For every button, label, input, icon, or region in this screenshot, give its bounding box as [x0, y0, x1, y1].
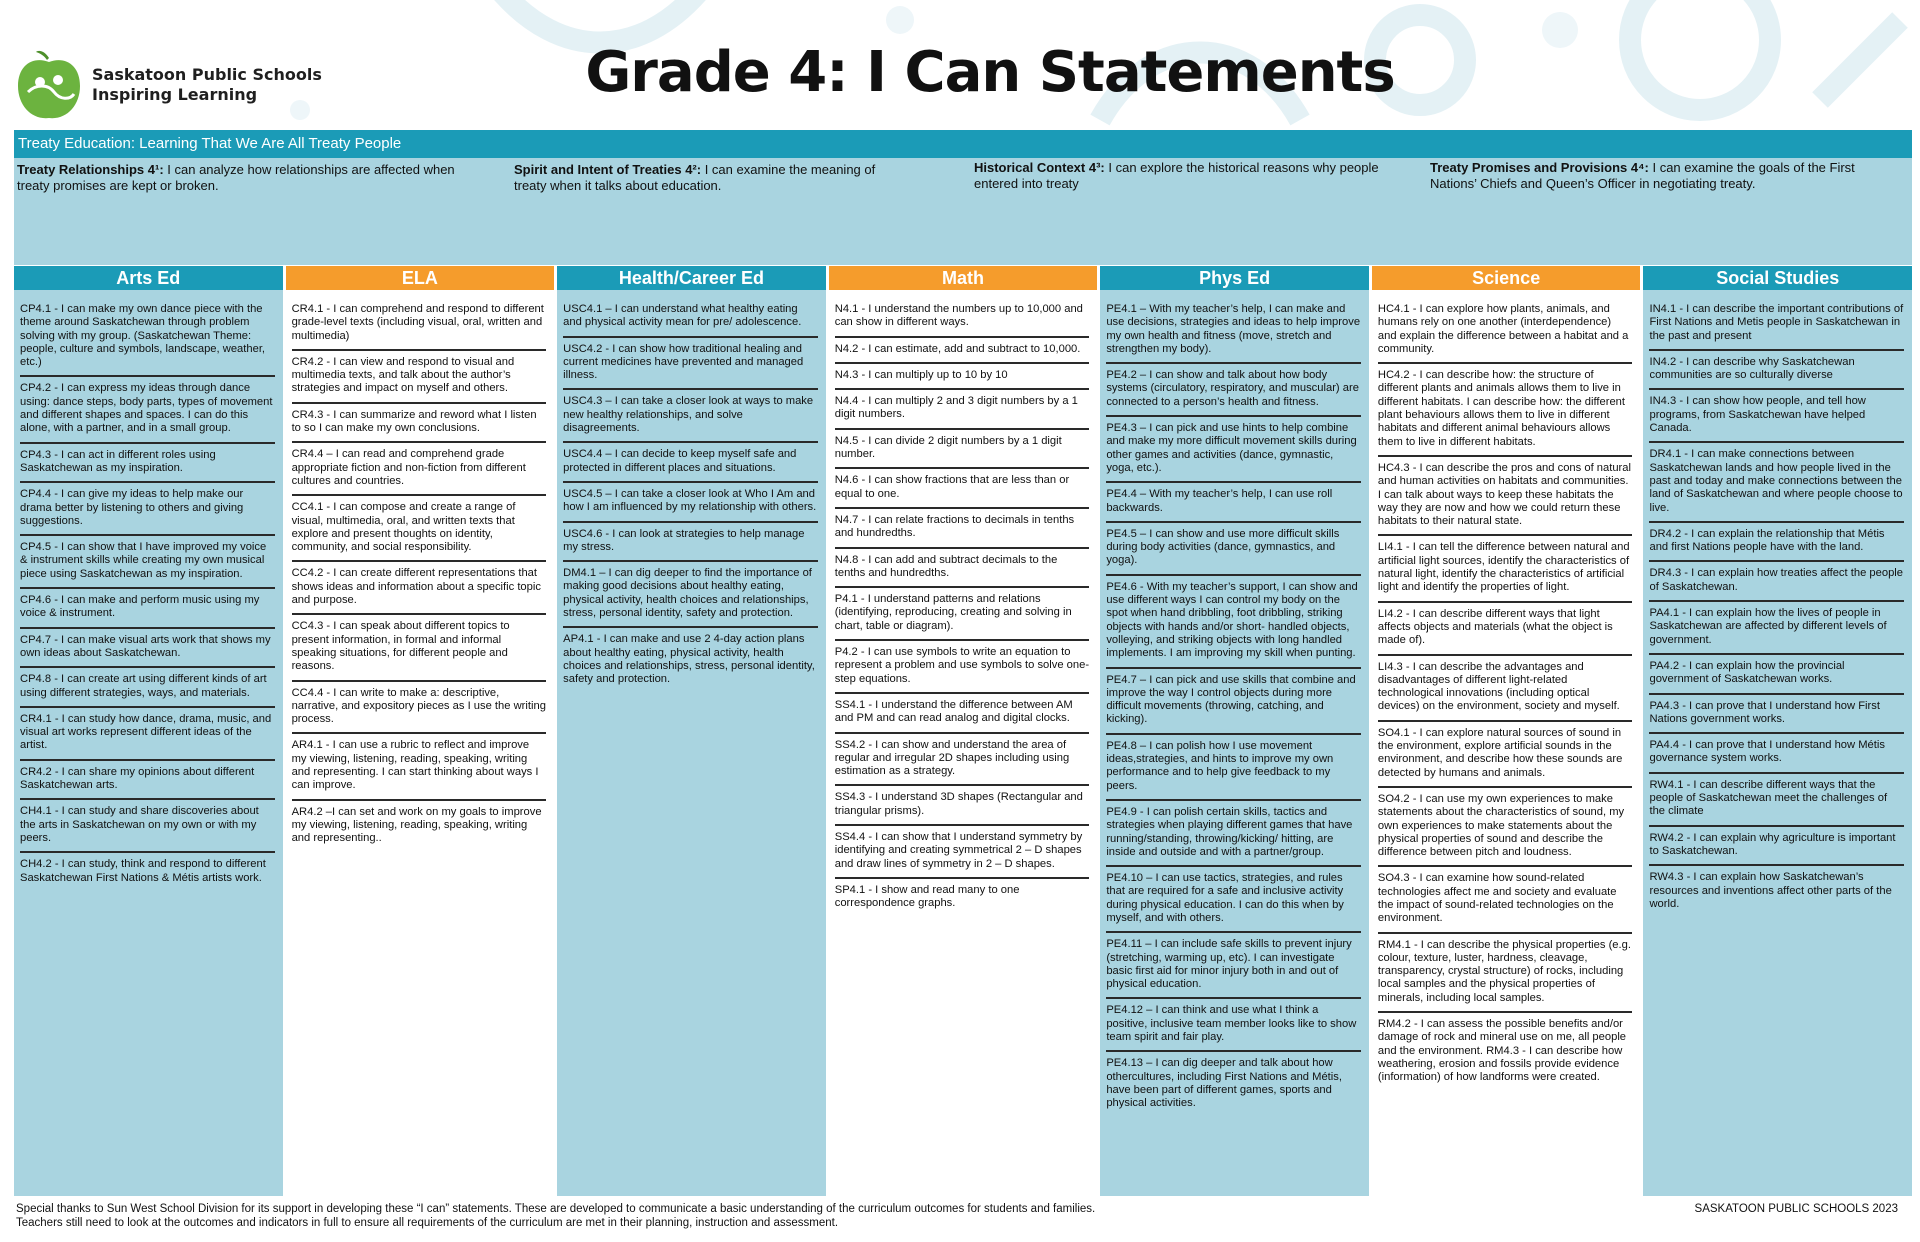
i-can-statement: PA4.1 - I can explain how the lives of people in Saskatchewan are affected by different levels of government.	[1649, 602, 1904, 655]
column-heading: Arts Ed	[14, 266, 283, 290]
i-can-statement: PE4.3 – I can pick and use hints to help combine and make my more difficult movement skills during other games and activities (dance, gymnastic, yoga, etc.).	[1106, 417, 1361, 483]
i-can-statement: RW4.3 - I can explain how Saskatchewan’s resources and inventions affect other parts of the world.	[1649, 871, 1892, 910]
column-heading: Social Studies	[1643, 266, 1912, 290]
i-can-statement: PE4.4 – With my teacher’s help, I can use roll backwards.	[1106, 483, 1361, 523]
i-can-statement: CP4.7 - I can make visual arts work that shows my own ideas about Saskatchewan.	[20, 629, 275, 669]
i-can-statement: SO4.3 - I can examine how sound-related technologies affect me and society and evaluate the impact of sound-related technologies on the environment.	[1378, 867, 1633, 933]
treaty-item-label: Treaty Relationships 4¹:	[17, 162, 164, 177]
i-can-statement: PE4.12 – I can think and use what I think a positive, inclusive team member looks like to show team spirit and fair play.	[1106, 999, 1361, 1052]
i-can-statement: PE4.6 - With my teacher’s support, I can show and use different ways I can control my body on the spot when hand dribbling, foot dribbling, striking objects with hands and/or short- handled objects, volleying, and striking objects with long handled implements. I am improving my skill when punting.	[1106, 576, 1361, 669]
i-can-statement: DR4.3 - I can explain how treaties affect the people of Saskatchewan.	[1649, 562, 1904, 602]
i-can-statement: LI4.2 - I can describe different ways that light affects objects and materials (what the object is made of).	[1378, 603, 1633, 656]
treaty-item-text: I can examine the goals of the First Nations’ Chiefs and Queen’s Officer in negotiating treaty.	[1430, 160, 1855, 191]
subject-column-health-career-ed	[557, 266, 826, 1196]
subject-column-arts-ed	[14, 266, 283, 1196]
i-can-statement: CR4.3 - I can summarize and reword what I listen to so I can make my own conclusions.	[292, 404, 547, 444]
i-can-statement: CC4.3 - I can speak about different topics to present information, in formal and informal speaking situations, for different people and reasons.	[292, 615, 547, 681]
i-can-statement: CH4.2 - I can study, think and respond to different Saskatchewan First Nations & Métis artists work.	[20, 858, 266, 884]
i-can-statement: CC4.2 - I can create different representations that shows ideas and information about a specific topic and purpose.	[292, 562, 547, 615]
i-can-statement: LI4.3 - I can describe the advantages and disadvantages of different light-related technological innovations (including optical devices) on the environment, society and myself.	[1378, 656, 1633, 722]
i-can-statement: SS4.1 - I understand the difference between AM and PM and can read analog and digital clocks.	[835, 694, 1090, 734]
i-can-statement: N4.3 - I can multiply up to 10 by 10	[835, 364, 1090, 390]
logo-name: Saskatoon Public Schools	[92, 65, 322, 84]
i-can-statement: CR4.4 – I can read and comprehend grade appropriate fiction and non-fiction from different cultures and countries.	[292, 443, 547, 496]
footer-credit: SASKATOON PUBLIC SCHOOLS 2023	[1694, 1203, 1898, 1215]
treaty-heading: Treaty Education: Learning That We Are All Treaty People	[14, 130, 1912, 158]
i-can-statement: N4.1 - I understand the numbers up to 10,000 and can show in different ways.	[835, 298, 1090, 338]
i-can-statement: DM4.1 – I can dig deeper to find the importance of making good decisions about healthy eating, physical activity, health choices and relationships, stress, personal identity, safety and protection.	[563, 562, 818, 628]
school-logo	[14, 48, 322, 122]
apple-logo-icon	[14, 48, 84, 122]
i-can-statement: SS4.4 - I can show that I understand symmetry by identifying and creating symmetrical 2 – D shapes and draw lines of symmetry in 2 – D shapes.	[835, 826, 1090, 879]
i-can-statement: PE4.1 – With my teacher’s help, I can make and use decisions, strategies and ideas to help improve my own health and fitness (move, stretch and strengthen my body).	[1106, 298, 1361, 364]
column-body	[1100, 290, 1369, 1196]
column-body	[14, 290, 283, 1196]
i-can-statement: PA4.4 - I can prove that I understand how Métis governance system works.	[1649, 734, 1904, 774]
column-body	[1372, 290, 1641, 1196]
i-can-statement: PE4.5 – I can show and use more difficult skills during body activities (dance, gymnastics, and yoga).	[1106, 523, 1361, 576]
i-can-statement: PA4.3 - I can prove that I understand how First Nations government works.	[1649, 695, 1904, 735]
i-can-statement: PE4.8 – I can polish how I use movement ideas,strategies, and hints to improve my own performance and to help give feedback to my peers.	[1106, 735, 1361, 801]
i-can-statement: USC4.5 – I can take a closer look at Who I Am and how I am influenced by my relationship with others.	[563, 483, 818, 523]
i-can-statement: SS4.2 - I can show and understand the area of regular and irregular 2D shapes including using estimation as a strategy.	[835, 734, 1090, 787]
i-can-statement: PA4.2 - I can explain how the provincial government of Saskatchewan works.	[1649, 655, 1904, 695]
i-can-statement: N4.8 - I can add and subtract decimals to the tenths and hundredths.	[835, 549, 1090, 589]
subject-column-ela	[286, 266, 555, 1196]
column-heading: ELA	[286, 266, 555, 290]
i-can-statement: USC4.2 - I can show how traditional healing and current medicines have prevented and managed illness.	[563, 338, 818, 391]
i-can-statement: HC4.3 - I can describe the pros and cons of natural and human activities on habitats and communities. I can talk about ways to keep these habitats the way they are now and how we could return these habitats to their natural state.	[1378, 457, 1633, 536]
i-can-statement: IN4.2 - I can describe why Saskatchewan communities are so culturally diverse	[1649, 351, 1904, 391]
i-can-statement: DR4.1 - I can make connections between Saskatchewan lands and how people lived in the past and today and make connections between the land of Saskatchewan and where people choose to live.	[1649, 443, 1904, 522]
page-title: Grade 4: I Can Statements	[585, 40, 1395, 105]
treaty-education-band	[14, 130, 1912, 265]
i-can-statement: PE4.11 – I can include safe skills to prevent injury (stretching, warming up, etc). I can investigate basic first aid for minor injury both in and out of physical education.	[1106, 933, 1361, 999]
i-can-statement: CC4.1 - I can compose and create a range of visual, multimedia, oral, and written texts that explore and present thoughts on identity, community, and social responsibility.	[292, 496, 547, 562]
i-can-statement: HC4.1 - I can explore how plants, animals, and humans rely on one another (interdependence) and explain the difference between a habitat and a community.	[1378, 298, 1633, 364]
subject-column-science	[1372, 266, 1641, 1196]
treaty-item-text: I can analyze how relationships are affected when treaty promises are kept or broken.	[17, 162, 455, 193]
column-heading: Health/Career Ed	[557, 266, 826, 290]
i-can-statement: RW4.2 - I can explain why agriculture is important to Saskatchewan.	[1649, 827, 1904, 867]
i-can-statement: N4.2 - I can estimate, add and subtract to 10,000.	[835, 338, 1090, 364]
treaty-item	[17, 162, 514, 194]
i-can-statement: RM4.2 - I can assess the possible benefits and/or damage of rock and mineral use on me, all people and the environment. RM4.3 - I can describe how weathering, erosion and fossils provide evidence (information) of how landforms were created.	[1377, 1018, 1627, 1084]
i-can-statement: CP4.5 - I can show that I have improved my voice & instrument skills while creating my own musical piece using Saskatchewan as my inspiration.	[20, 536, 275, 589]
i-can-statement: CP4.2 - I can express my ideas through dance using: dance steps, body parts, types of movement and different shapes and spaces. I can do this alone, with a partner, and in a small group.	[20, 377, 275, 443]
column-body	[557, 290, 826, 1196]
treaty-item	[1430, 160, 1870, 194]
i-can-statement: IN4.3 - I can show how people, and tell how programs, from Saskatchewan have helped Canada.	[1649, 390, 1904, 443]
subject-column-phys-ed	[1100, 266, 1369, 1196]
i-can-statement: RM4.1 - I can describe the physical properties (e.g. colour, texture, luster, hardness, cleavage, transparency, crystal structure) of rocks, including local samples and the physical properties of minerals, including local samples.	[1378, 934, 1633, 1013]
i-can-statement: P4.1 - I understand patterns and relations (identifying, reproducing, creating and solving in chart, table or diagram).	[835, 588, 1090, 641]
column-body	[829, 290, 1098, 1196]
i-can-statement: USC4.3 – I can take a closer look at ways to make new healthy relationships, and solve disagreements.	[563, 390, 818, 443]
i-can-statement: P4.2 - I can use symbols to write an equation to represent a problem and use symbols to solve one-step equations.	[835, 641, 1090, 694]
i-can-statement: SP4.1 - I show and read many to one correspondence graphs.	[834, 883, 1020, 910]
treaty-item-text: I can examine the meaning of treaty when it talks about education.	[514, 162, 876, 193]
i-can-statement: PE4.13 – I can dig deeper and talk about how othercultures, including First Nations and Métis, have been part of different games, sports and physical activities.	[1106, 1057, 1342, 1110]
i-can-statement: IN4.1 - I can describe the important contributions of First Nations and Metis people in Saskatchewan in the past and present	[1649, 298, 1904, 351]
i-can-statement: N4.4 - I can multiply 2 and 3 digit numbers by a 1 digit numbers.	[835, 390, 1090, 430]
i-can-statement: CP4.8 - I can create art using different kinds of art using different strategies, ways, and materials.	[20, 668, 275, 708]
i-can-statement: CR4.2 - I can view and respond to visual and multimedia texts, and talk about the author’s strategies and impact on myself and others.	[292, 351, 547, 404]
i-can-statement: AP4.1 - I can make and use 2 4-day action plans about healthy eating, physical activity, health choices and relationships, stress, personal identity, safety and protection.	[563, 633, 815, 686]
i-can-statement: HC4.2 - I can describe how: the structure of different plants and animals allows them to live in different habitats. I can describe how: the different plant behaviours allows them to live in different habitats and different animal behaviours allows them to live in different habitats.	[1378, 364, 1633, 457]
i-can-statement: LI4.1 - I can tell the difference between natural and artificial light sources, identify the characteristics of natural light, identify the characteristics of artificial light and identify the properties of light.	[1378, 536, 1633, 602]
i-can-statement: AR4.1 - I can use a rubric to reflect and improve my viewing, listening, reading, speaking, writing and representing. I can start thinking about ways I can improve.	[292, 734, 547, 800]
i-can-statement: SS4.3 - I understand 3D shapes (Rectangular and triangular prisms).	[835, 786, 1090, 826]
footer-note: Special thanks to Sun West School Division for its support in developing these “I can” statements. These are developed to communicate a basic understanding of the curriculum outcomes for students and families. Teachers still need to look at the outcomes and indicators in full to ensure all requirements of the curriculum are met in their planning, instruction and assessment.	[16, 1203, 1096, 1229]
i-can-statement: CC4.4 - I can write to make a: descriptive, narrative, and expository pieces as I use the writing process.	[292, 682, 547, 735]
column-heading: Science	[1372, 266, 1641, 290]
treaty-item	[974, 160, 1430, 194]
i-can-statement: PE4.2 – I can show and talk about how body systems (circulatory, respiratory, and muscular) are connected to a person’s health and fitness.	[1106, 364, 1361, 417]
logo-tagline: Inspiring Learning	[92, 85, 258, 104]
i-can-statement: N4.7 - I can relate fractions to decimals in tenths and hundredths.	[835, 509, 1090, 549]
treaty-item-label: Spirit and Intent of Treaties 4²:	[514, 162, 702, 177]
column-body	[1643, 290, 1912, 1196]
column-heading: Math	[829, 266, 1098, 290]
column-body	[286, 290, 555, 1196]
treaty-item-label: Treaty Promises and Provisions 4⁴:	[1430, 160, 1649, 175]
i-can-statement: CP4.4 - I can give my ideas to help make our drama better by listening to others and giving suggestions.	[20, 483, 275, 536]
subject-columns	[14, 266, 1912, 1196]
i-can-statement: CP4.6 - I can make and perform music using my voice & instrument.	[20, 589, 275, 629]
i-can-statement: CH4.1 - I can study and share discoveries about the arts in Saskatchewan on my own or with my peers.	[20, 800, 275, 853]
treaty-item-label: Historical Context 4³:	[974, 160, 1105, 175]
treaty-item-text: I can explore the historical reasons why people entered into treaty	[974, 160, 1379, 191]
i-can-statement: SO4.1 - I can explore natural sources of sound in the environment, explore artificial sounds in the environment, and describe how these sounds are detected by humans and animals.	[1378, 722, 1633, 788]
i-can-statement: PE4.9 - I can polish certain skills, tactics and strategies when playing different games that have running/standing, throwing/kicking/ hitting, are inside and outside and with a partner/group.	[1106, 801, 1361, 867]
i-can-statement: PE4.7 – I can pick and use skills that combine and improve the way I control objects during more difficult movements (throwing, catching, and kicking).	[1106, 669, 1361, 735]
i-can-statement: SO4.2 - I can use my own experiences to make statements about the characteristics of sound, my own experiences to make statements about the physical properties of sound and describe the difference between pitch and loudness.	[1378, 788, 1633, 867]
i-can-statement: RW4.1 - I can describe different ways that the people of Saskatchewan meet the challenges of the climate	[1649, 774, 1904, 827]
subject-column-math	[829, 266, 1098, 1196]
i-can-statement: CR4.1 - I can study how dance, drama, music, and visual art works represent different ideas of the artist.	[20, 708, 275, 761]
i-can-statement: USC4.1 – I can understand what healthy eating and physical activity mean for pre/ adolescence.	[563, 298, 818, 338]
i-can-statement: CR4.2 - I can share my opinions about different Saskatchewan arts.	[20, 761, 275, 801]
i-can-statement: USC4.4 – I can decide to keep myself safe and protected in different places and situations.	[563, 443, 818, 483]
i-can-statement: CP4.1 - I can make my own dance piece with the theme around Saskatchewan through problem solving with my group. (Saskatchewan Theme: people, culture and symbols, landscape, weather, etc.)	[20, 298, 275, 377]
i-can-statement: CR4.1 - I can comprehend and respond to different grade-level texts (including visual, oral, written and multimedia)	[292, 298, 547, 351]
i-can-statement: DR4.2 - I can explain the relationship that Métis and first Nations people have with the land.	[1649, 523, 1904, 563]
i-can-statement: USC4.6 - I can look at strategies to help manage my stress.	[563, 523, 818, 563]
i-can-statement: N4.5 - I can divide 2 digit numbers by a 1 digit number.	[835, 430, 1090, 470]
i-can-statement: CP4.3 - I can act in different roles using Saskatchewan as my inspiration.	[20, 444, 275, 484]
i-can-statement: AR4.2 –I can set and work on my goals to improve my viewing, listening, reading, speaking, writing and representing..	[291, 805, 542, 845]
subject-column-social-studies	[1643, 266, 1912, 1196]
treaty-item	[514, 162, 974, 194]
i-can-statement: N4.6 - I can show fractions that are less than or equal to one.	[835, 469, 1090, 509]
column-heading: Phys Ed	[1100, 266, 1369, 290]
i-can-statement: PE4.10 – I can use tactics, strategies, and rules that are required for a safe and inclusive activity during physical education. I can do this when by myself, and with others.	[1106, 867, 1361, 933]
